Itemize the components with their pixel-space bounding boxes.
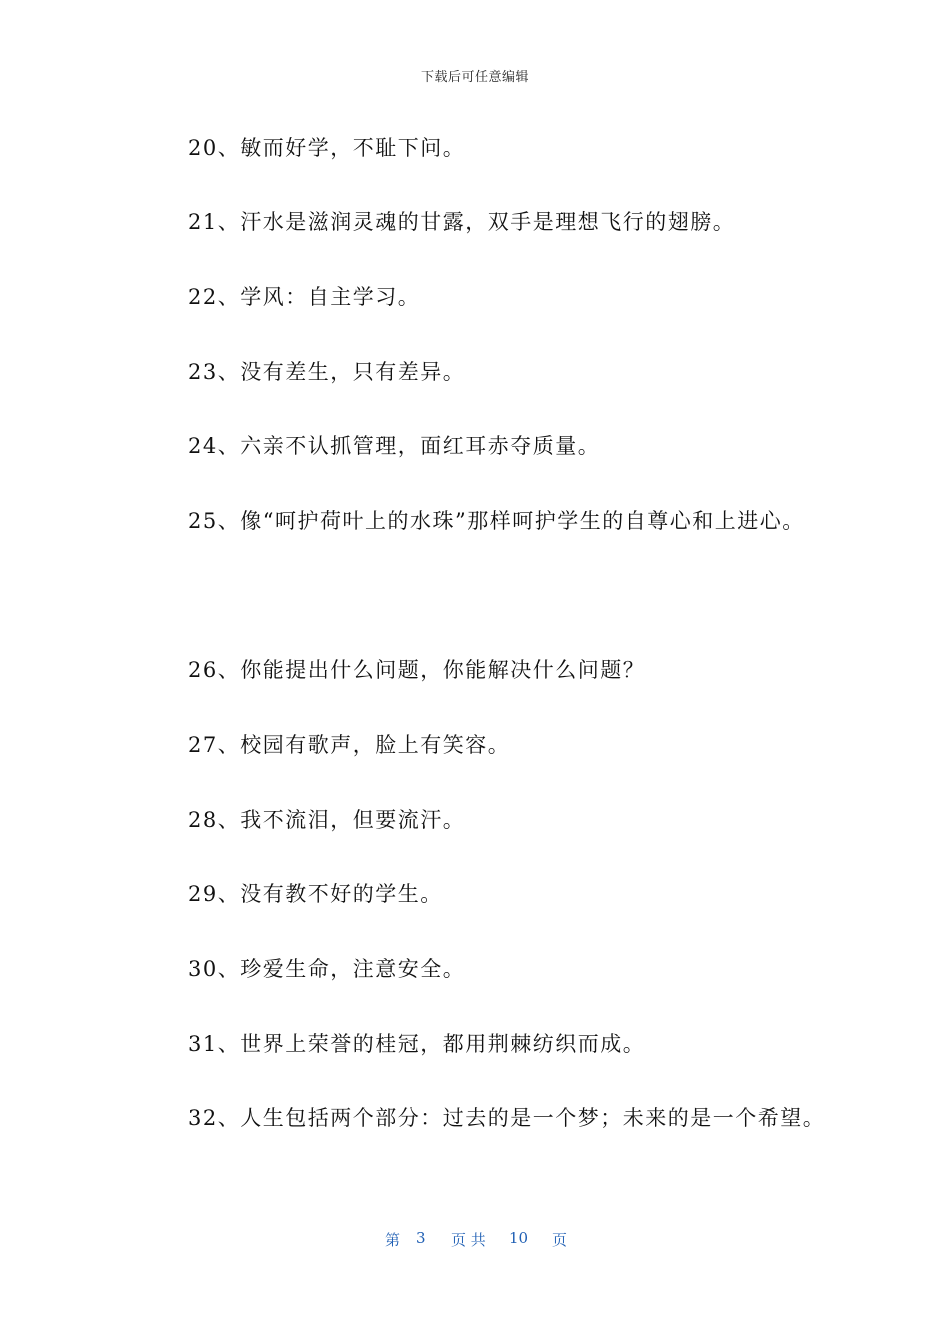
slogan-line-20: 20、敏而好学，不耻下问。 — [188, 136, 466, 160]
footer-current-page: 3 — [416, 1229, 426, 1247]
footer-total-pages: 10 — [509, 1229, 529, 1247]
page-footer — [0, 1229, 950, 1251]
slogan-line-27: 27、校园有歌声，脸上有笑容。 — [188, 733, 511, 757]
footer-di: 第 — [385, 1231, 401, 1249]
slogan-line-32: 32、人生包括两个部分：过去的是一个梦；未来的是一个希望。 — [188, 1106, 826, 1130]
footer-ye-gong: 页 共 — [451, 1231, 486, 1249]
slogan-line-30: 30、珍爱生命，注意安全。 — [188, 957, 466, 981]
slogan-line-26: 26、你能提出什么问题，你能解决什么问题？ — [188, 658, 646, 682]
slogan-line-24: 24、六亲不认抓管理，面红耳赤夺质量。 — [188, 434, 601, 458]
page-header: 下载后可任意编辑 — [420, 70, 529, 85]
slogan-line-23: 23、没有差生，只有差异。 — [188, 360, 466, 384]
slogan-line-31: 31、世界上荣誉的桂冠，都用荆棘纺织而成。 — [188, 1032, 646, 1056]
slogan-line-21: 21、汗水是滋润灵魂的甘露，双手是理想飞行的翅膀。 — [188, 210, 736, 234]
slogan-line-28: 28、我不流泪，但要流汗。 — [188, 808, 466, 832]
slogan-line-22: 22、学风：自主学习。 — [188, 285, 421, 309]
footer-ye: 页 — [552, 1231, 568, 1249]
slogan-line-25: 25、像“呵护荷叶上的水珠”那样呵护学生的自尊心和上进心。 — [188, 509, 805, 533]
slogan-line-29: 29、没有教不好的学生。 — [188, 882, 443, 906]
